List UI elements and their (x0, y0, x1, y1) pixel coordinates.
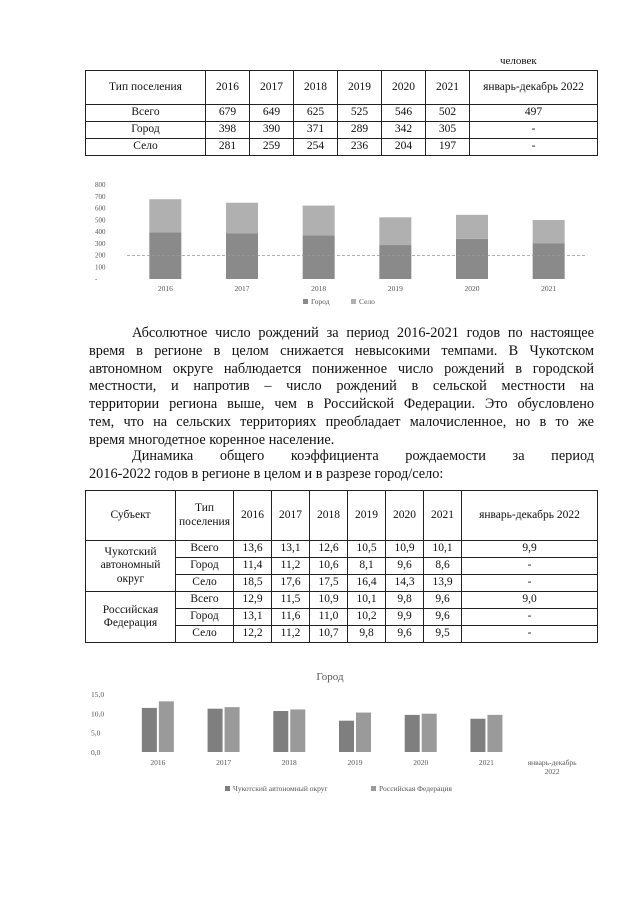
row-label: Село (176, 626, 234, 643)
bar-city (303, 235, 335, 279)
table-cell: 13,1 (272, 541, 310, 558)
fertility-city-chart (85, 664, 595, 804)
chart-title: Город (316, 671, 344, 683)
table-cell: 204 (382, 139, 426, 156)
table-cell: - (462, 626, 598, 643)
x-tick-label: 2021 (478, 758, 494, 767)
column-header: 2016 (234, 491, 272, 541)
text-line: территории региона выше, чем в Российской Федерации. Это обусловлено (89, 396, 594, 413)
bar-russia (290, 709, 305, 752)
table-cell: 11,2 (272, 626, 310, 643)
table-cell: 13,6 (234, 541, 272, 558)
table-cell: 11,4 (234, 558, 272, 575)
bar-village (149, 199, 181, 232)
text-line: время в регионе в целом снижается невысокими темпами. В Чукотском (89, 342, 594, 359)
x-tick-label: 2021 (541, 284, 557, 293)
column-header: 2019 (348, 491, 386, 541)
table-cell: 525 (338, 105, 382, 122)
table-cell: 9,0 (462, 592, 598, 609)
table-cell: 649 (250, 105, 294, 122)
table-cell: 9,9 (386, 609, 424, 626)
subject-cell: Российская Федерация (86, 592, 176, 643)
bar-russia (487, 715, 502, 752)
row-label: Село (176, 575, 234, 592)
table-cell: 679 (206, 105, 250, 122)
row-label: Всего (86, 105, 206, 122)
table-cell: 10,9 (310, 592, 348, 609)
paragraph-fertility-intro (89, 448, 594, 484)
table-cell: 11,0 (310, 609, 348, 626)
x-tick-label: 2019 (347, 758, 363, 767)
bar-russia (225, 707, 240, 752)
bar-village (379, 217, 411, 245)
y-tick-label: 0,0 (91, 748, 101, 757)
table-cell: 18,5 (234, 575, 272, 592)
table-cell: 289 (338, 122, 382, 139)
table-header-row (86, 491, 598, 541)
subject-cell: Чукотский автономный округ (86, 541, 176, 592)
legend-label: Село (359, 297, 375, 306)
table-cell: 9,9 (462, 541, 598, 558)
text-line: тем, что на сельских территориях преобладает малочисленное, но в то же (89, 413, 594, 430)
table-cell: 12,6 (310, 541, 348, 558)
table-cell: 13,1 (234, 609, 272, 626)
text-line: автономном округе наблюдается пониженное число рождений в городской (89, 360, 594, 377)
table-header-row (86, 71, 598, 105)
table-cell: - (462, 558, 598, 575)
table-cell: 502 (426, 105, 470, 122)
bar-village (456, 215, 488, 239)
legend-label: Российская Федерация (379, 784, 452, 793)
table-cell: 259 (250, 139, 294, 156)
row-label: Всего (176, 541, 234, 558)
y-tick-label: 800 (95, 181, 106, 189)
y-tick-label: 600 (95, 204, 106, 213)
text-line: 2016-2022 годов в регионе в целом и в разрезе город/село: (89, 465, 444, 482)
bar-city (533, 243, 565, 279)
table-cell: 12,9 (234, 592, 272, 609)
y-tick-label: 400 (95, 228, 106, 236)
x-tick-label: 2018 (281, 758, 297, 767)
column-header: Тип поселения (86, 71, 206, 105)
table-cell: 236 (338, 139, 382, 156)
column-header: Субъект (86, 491, 176, 541)
y-tick-label: 500 (95, 216, 106, 225)
births-chart (85, 175, 595, 310)
column-header: 2018 (310, 491, 348, 541)
table-cell: 9,6 (424, 592, 462, 609)
column-header: 2021 (424, 491, 462, 541)
row-label: Село (86, 139, 206, 156)
table-cell: 254 (294, 139, 338, 156)
table-cell: 497 (470, 105, 598, 122)
legend-swatch (351, 299, 356, 304)
text-line: время многодетное коренное население. (89, 431, 335, 448)
births-table (85, 70, 598, 156)
bar-chukotka (273, 711, 288, 752)
text-line: Абсолютное число рождений за период 2016-2021 годов по настоящее (132, 325, 594, 341)
table-cell: 9,8 (348, 626, 386, 643)
fertility-table (85, 490, 598, 643)
y-tick-label: 200 (95, 251, 106, 260)
table-cell: 9,6 (386, 626, 424, 643)
bar-russia (422, 714, 437, 752)
table-cell: 197 (426, 139, 470, 156)
bar-village (533, 220, 565, 243)
table-cell: 16,4 (348, 575, 386, 592)
table-cell: 10,9 (386, 541, 424, 558)
bar-russia (159, 701, 174, 752)
table-cell: 305 (426, 122, 470, 139)
column-header: 2020 (386, 491, 424, 541)
row-label: Город (176, 609, 234, 626)
table-cell: 9,6 (424, 609, 462, 626)
bar-chukotka (142, 708, 157, 752)
x-tick-label: 2019 (387, 284, 403, 293)
bar-city (456, 239, 488, 279)
table-row (86, 105, 598, 122)
legend-label: Город (311, 297, 330, 306)
x-tick-label: январь-декабрь 2022 (527, 758, 577, 776)
table-cell: 625 (294, 105, 338, 122)
table-cell: 10,5 (348, 541, 386, 558)
table-cell: 11,2 (272, 558, 310, 575)
table-cell: 8,6 (424, 558, 462, 575)
y-tick-label: 300 (95, 239, 106, 248)
column-header: январь-декабрь 2022 (470, 71, 598, 105)
column-header: 2021 (426, 71, 470, 105)
table-cell: 8,1 (348, 558, 386, 575)
bar-chukotka (470, 719, 485, 752)
table-cell: 398 (206, 122, 250, 139)
bar-russia (356, 713, 371, 752)
table-cell: 10,7 (310, 626, 348, 643)
y-tick-label: 5,0 (91, 728, 101, 738)
table-cell: 9,6 (386, 558, 424, 575)
legend-swatch (303, 299, 308, 304)
column-header: январь-декабрь 2022 (462, 491, 598, 541)
table-cell: 342 (382, 122, 426, 139)
table-cell: - (462, 609, 598, 626)
legend-swatch (225, 786, 230, 791)
column-header: 2017 (250, 71, 294, 105)
column-header: 2017 (272, 491, 310, 541)
bar-chukotka (208, 709, 223, 752)
x-tick-label: 2018 (311, 284, 327, 293)
x-tick-label: 2020 (413, 758, 429, 767)
table-cell: 11,5 (272, 592, 310, 609)
bar-village (303, 206, 335, 236)
table-cell: 11,6 (272, 609, 310, 626)
table-cell: - (462, 575, 598, 592)
table-row (86, 122, 598, 139)
x-tick-label: 2016 (150, 758, 166, 767)
row-label: Город (86, 122, 206, 139)
column-header: Тип поселения (176, 491, 234, 541)
table-cell: 13,9 (424, 575, 462, 592)
y-tick-label: 700 (95, 192, 106, 201)
table-row (86, 139, 598, 156)
table-cell: 9,5 (424, 626, 462, 643)
bar-chukotka (339, 721, 354, 752)
row-label: Город (176, 558, 234, 575)
x-tick-label: 2017 (234, 284, 250, 293)
y-tick-label: 100 (95, 263, 106, 272)
column-header: 2019 (338, 71, 382, 105)
table-row (86, 592, 598, 609)
y-tick-label: 10,0 (91, 709, 105, 719)
table-cell: 14,3 (386, 575, 424, 592)
table-cell: 390 (250, 122, 294, 139)
row-label: Всего (176, 592, 234, 609)
column-header: 2018 (294, 71, 338, 105)
bar-chukotka (405, 715, 420, 752)
table-cell: 10,1 (424, 541, 462, 558)
x-tick-label: 2017 (216, 758, 232, 767)
legend-label: Чукотский автономный округ (233, 784, 328, 793)
text-line: местности, и напротив – число рождений в сельской местности на (89, 378, 594, 395)
x-tick-label: 2016 (157, 284, 173, 293)
bar-city (226, 233, 258, 279)
table-cell: 10,1 (348, 592, 386, 609)
x-tick-label: 2020 (464, 284, 480, 293)
text-line: Динамика общего коэффициента рождаемости за период (132, 448, 594, 464)
bar-village (226, 203, 258, 233)
paragraph-births (89, 325, 594, 450)
table-row (86, 541, 598, 558)
column-header: 2016 (206, 71, 250, 105)
table-cell: - (470, 122, 598, 139)
bar-city (379, 245, 411, 279)
table-cell: 12,2 (234, 626, 272, 643)
column-header: 2020 (382, 71, 426, 105)
table-cell: 9,8 (386, 592, 424, 609)
table-cell: 10,6 (310, 558, 348, 575)
table-cell: 546 (382, 105, 426, 122)
table-cell: 371 (294, 122, 338, 139)
table-cell: 10,2 (348, 609, 386, 626)
unit-label: человек (500, 55, 537, 67)
y-tick-label: - (95, 275, 98, 283)
legend-swatch (371, 786, 376, 791)
table-cell: - (470, 139, 598, 156)
y-tick-label: 15,0 (91, 690, 105, 699)
table-cell: 17,5 (310, 575, 348, 592)
table-cell: 281 (206, 139, 250, 156)
table-cell: 17,6 (272, 575, 310, 592)
